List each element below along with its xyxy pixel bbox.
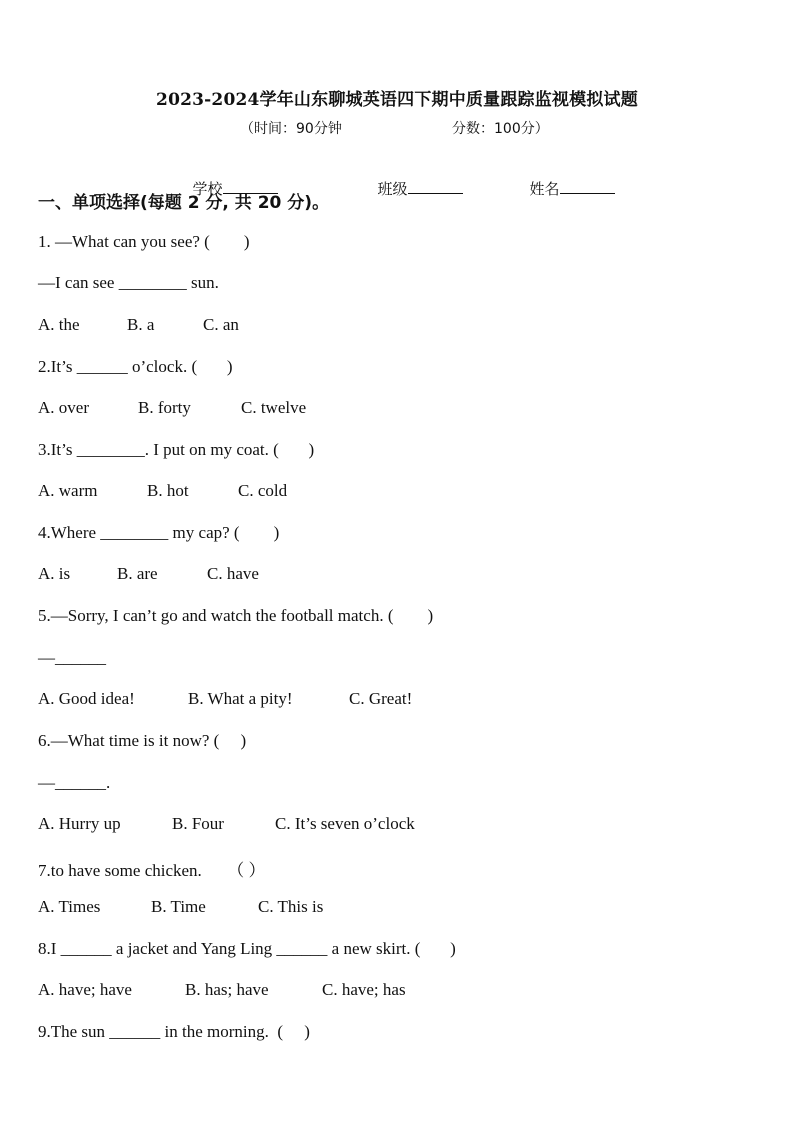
question-1-stem: 1. —What can you see? ( ) (38, 232, 250, 251)
question-8-option-c: C. have; has (322, 980, 406, 999)
question-9-stem: 9.The sun ______ in the morning. ( ) (38, 1022, 310, 1041)
question-6-option-a: A. Hurry up (38, 814, 121, 833)
class-blank[interactable] (408, 179, 463, 194)
school-label: 学校 (192, 180, 223, 198)
question-8-option-b: B. has; have (185, 980, 269, 999)
question-7-stem: 7.to have some chicken. （ ） (38, 861, 266, 880)
question-1-option-a: A. the (38, 315, 80, 334)
exam-time: （时间：90分钟 (240, 121, 342, 137)
name-label: 姓名 (529, 180, 560, 198)
question-6-stem: 6.—What time is it now? ( ) (38, 731, 247, 750)
question-5-option-b: B. What a pity! (188, 689, 293, 708)
question-7-option-b: B. Time (151, 897, 206, 916)
question-3-stem: 3.It’s ________. I put on my coat. ( ) (38, 440, 315, 459)
question-4-stem: 4.Where ________ my cap? ( ) (38, 523, 280, 542)
question-4-option-a: A. is (38, 564, 71, 583)
question-2-option-b: B. forty (138, 398, 191, 417)
question-7-option-a: A. Times (38, 897, 101, 916)
question-6-option-c: C. It’s seven o’clock (275, 814, 415, 833)
question-6-line2: —______. (38, 773, 111, 792)
exam-score: 分数：100分） (452, 121, 549, 137)
question-4-option-c: C. have (207, 564, 259, 583)
question-3-option-b: B. hot (147, 481, 189, 500)
page-title: 2023-2024学年山东聊城英语四下期中质量跟踪监视模拟试题 (156, 90, 638, 110)
name-blank[interactable] (560, 179, 615, 194)
question-3-option-a: A. warm (38, 481, 98, 500)
question-2-option-c: C. twelve (241, 398, 307, 417)
question-2-option-a: A. over (38, 398, 89, 417)
name-field (520, 160, 615, 199)
question-5-option-c: C. Great! (349, 689, 413, 708)
question-2-stem: 2.It’s ______ o’clock. ( ) (38, 357, 233, 376)
question-3-option-c: C. cold (238, 481, 288, 500)
question-1-option-b: B. a (127, 315, 155, 334)
question-1-option-c: C. an (203, 315, 239, 334)
question-8-stem: 8.I ______ a jacket and Yang Ling ______ a new skirt. ( ) (38, 939, 456, 958)
question-6-option-b: B. Four (172, 814, 224, 833)
class-field (368, 160, 463, 199)
section-heading: 一、单项选择(每题 2 分, 共 20 分)。 (38, 193, 330, 213)
class-label: 班级 (377, 180, 408, 198)
question-5-option-a: A. Good idea! (38, 689, 135, 708)
question-7-option-c: C. This is (258, 897, 324, 916)
question-4-option-b: B. are (117, 564, 158, 583)
question-5-stem: 5.—Sorry, I can’t go and watch the football match. ( ) (38, 606, 434, 625)
question-5-line2: —______ (38, 648, 106, 667)
question-8-option-a: A. have; have (38, 980, 132, 999)
question-1-line2: —I can see ________ sun. (38, 273, 219, 292)
